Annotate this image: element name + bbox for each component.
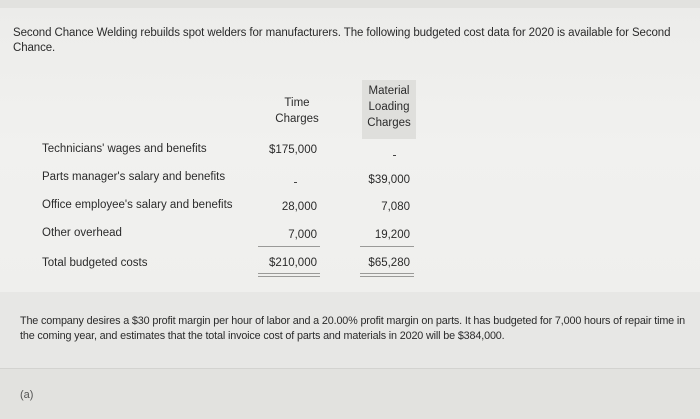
- description-text: The company desires a $30 profit margin per hour of labor and a 20.00% profit margin on parts. It has budgeted for 7,000 hours of repair time in the coming year, and estimates that the total invoice cost of parts and materials in 2020 will be $384,000.: [20, 315, 685, 342]
- cell-time-office-employee: 28,000: [281, 201, 317, 213]
- material-loading-header: [362, 80, 416, 139]
- time-charges-header: [262, 95, 332, 127]
- intro-text: Second Chance Welding rebuilds spot welders for manufacturers. The following budgeted cost data for 2020 is available for Second Chance.: [13, 27, 671, 54]
- material-header-line1: Material: [368, 85, 410, 97]
- total-double-rule-material-1: [360, 273, 414, 274]
- cell-material-total: $65,280: [368, 257, 410, 269]
- time-header-line1: Time: [284, 97, 310, 109]
- total-double-rule-time-2: [258, 276, 320, 277]
- cell-time-total: $210,000: [269, 257, 317, 269]
- cell-time-technicians: $175,000: [269, 144, 317, 156]
- top-strip: [0, 0, 700, 8]
- cell-time-parts-manager: [250, 171, 317, 185]
- row-label-office-employee: Office employee's salary and benefits: [42, 199, 233, 211]
- total-double-rule-material-2: [360, 276, 414, 277]
- dash-mark-material-technicians: [393, 155, 396, 156]
- cell-material-other-overhead: 19,200: [374, 229, 410, 241]
- row-label-other-overhead: Other overhead: [42, 227, 122, 239]
- material-header-line3: Charges: [367, 117, 411, 129]
- dash-mark-time-parts-manager: [294, 182, 297, 183]
- total-rule-time: [258, 246, 320, 247]
- cell-time-other-overhead: 7,000: [288, 229, 317, 241]
- material-header-line2: Loading: [368, 101, 410, 113]
- cell-material-technicians: [352, 143, 410, 157]
- row-label-total: Total budgeted costs: [42, 257, 148, 269]
- total-rule-material: [360, 246, 414, 247]
- part-a-section: [0, 368, 700, 419]
- part-a-label: (a): [20, 389, 34, 401]
- row-label-technicians: Technicians' wages and benefits: [42, 143, 207, 155]
- cell-material-parts-manager: $39,000: [368, 174, 410, 186]
- cell-material-office-employee: 7,080: [381, 201, 410, 213]
- total-double-rule-time-1: [258, 273, 320, 274]
- time-header-line2: Charges: [275, 113, 319, 125]
- row-label-parts-manager: Parts manager's salary and benefits: [42, 171, 226, 183]
